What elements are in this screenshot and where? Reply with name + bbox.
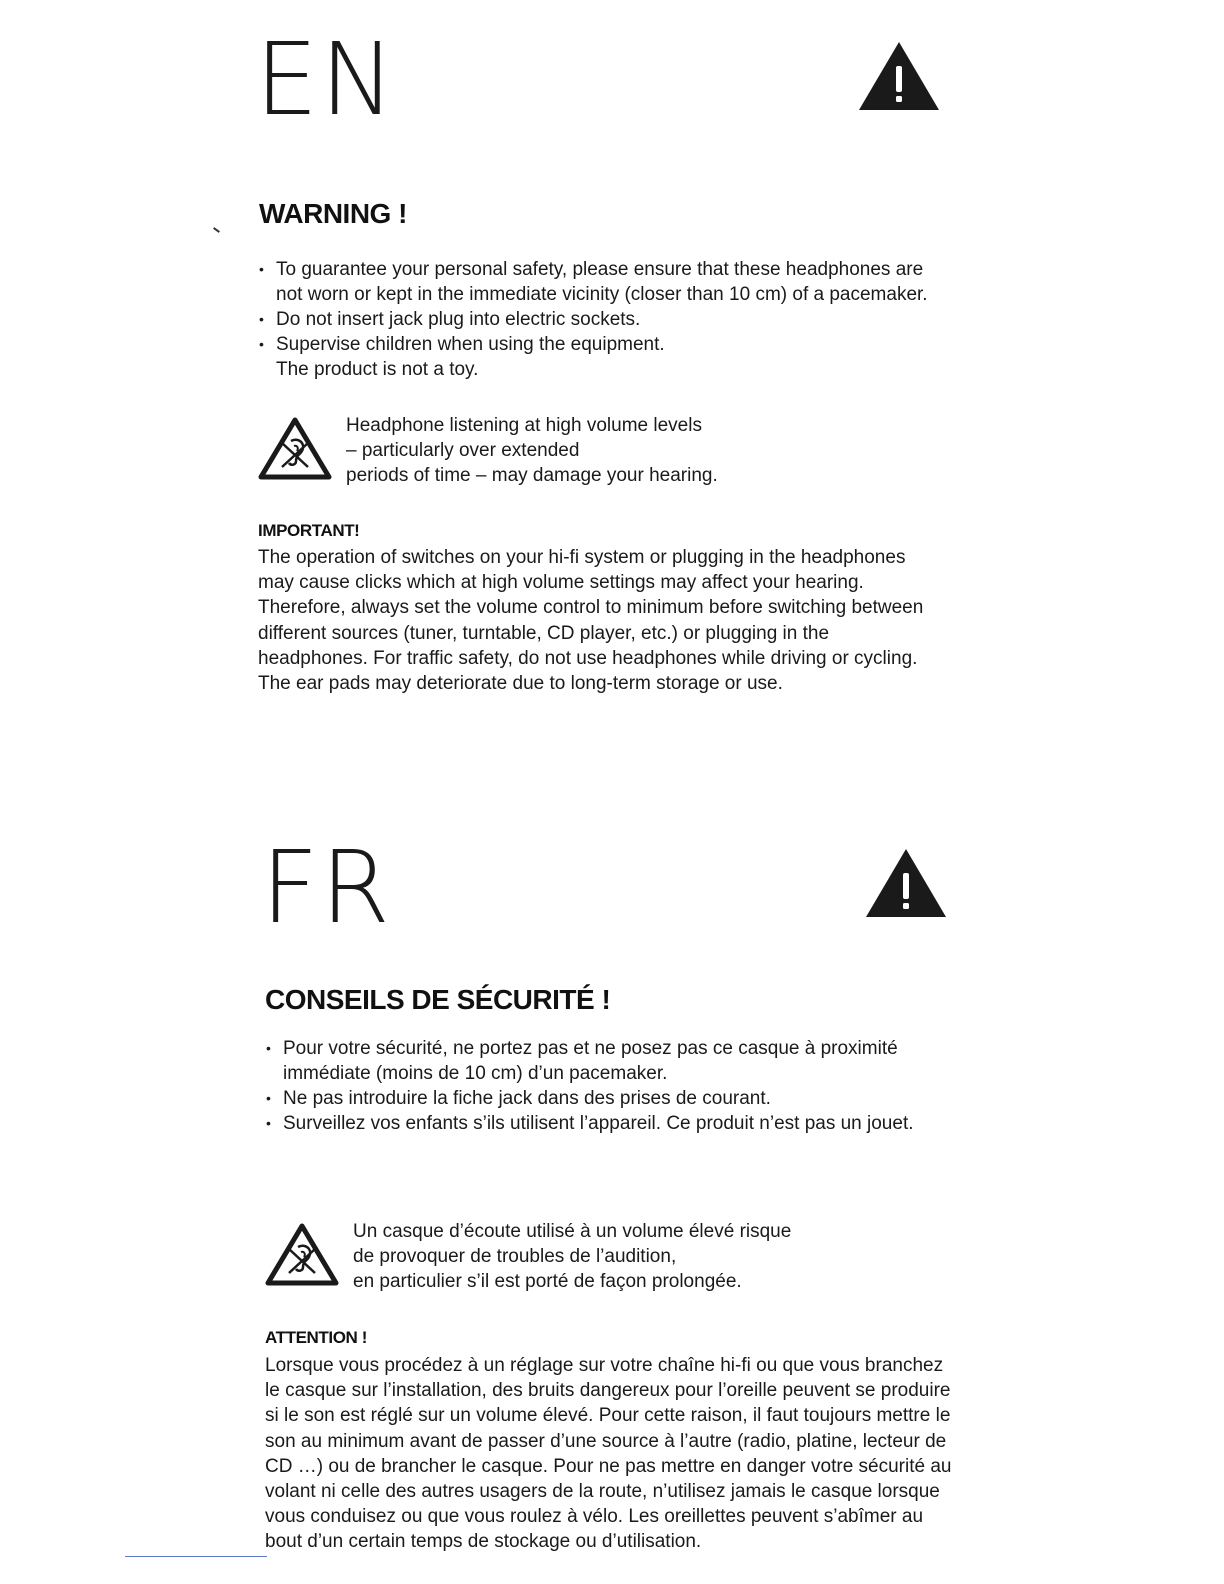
warning-triangle-icon xyxy=(864,847,948,919)
hearing-damage-icon xyxy=(258,417,332,481)
fr-safety-list xyxy=(266,1036,966,1136)
fr-section xyxy=(0,760,1224,1584)
en-section xyxy=(0,0,1224,760)
en-hearing-notice xyxy=(258,413,718,488)
fr-important-title: ATTENTION ! xyxy=(265,1328,367,1347)
en-important-title: IMPORTANT! xyxy=(258,521,360,540)
list-item: • Ne pas introduire la fiche jack dans des prises de courant. xyxy=(266,1086,966,1111)
en-safety-list xyxy=(259,257,959,382)
en-warning-heading: WARNING ! xyxy=(259,198,407,229)
fr-hearing-notice xyxy=(265,1219,791,1294)
fr-language-code: FR xyxy=(261,829,393,946)
list-item: • Pour votre sécurité, ne portez pas et ne posez pas ce casque à proximité xyxy=(266,1036,966,1061)
fr-warning-heading: CONSEILS DE SÉCURITÉ ! xyxy=(265,984,611,1015)
list-item-continuation: The product is not a toy. xyxy=(276,359,479,380)
list-item: • Supervise children when using the equipment. xyxy=(259,332,959,357)
fr-important-body: Lorsque vous procédez à un réglage sur votre chaîne hi-fi ou que vous branchez le casque sur l’installation, des bruits dangereux pour l’oreille peuvent se produire si le son est réglé sur un volume élevé. Pour cette raison, il faut toujours mettre le son au minimum avant de passer d’une source à l’autre (radio, platine, lecteur de CD …) ou de brancher le casque. Pour ne pas mettre en danger votre sécurité au volant ni celle des autres usagers de la route, n’utilisez jamais le casque lorsque vous conduisez ou que vous roulez à vélo. Les oreillettes peuvent s’abîmer au bout d’un certain temps de stockage ou d’utilisation. xyxy=(265,1355,952,1553)
hearing-damage-icon xyxy=(265,1223,339,1287)
scan-mark xyxy=(213,227,220,233)
list-item: • Surveillez vos enfants s’ils utilisent l’appareil. Ce produit n’est pas un jouet. xyxy=(266,1111,966,1136)
en-hearing-notice-text: Headphone listening at high volume levels – particularly over extended periods of time – may damage your hearing. xyxy=(346,415,718,486)
en-important-body: The operation of switches on your hi-fi system or plugging in the headphones may cause clicks which at high volume settings may affect your hearing. Therefore, always set the volume control to minimum before switching between different sources (tuner, turntable, CD player, etc.) or plugging in the headphones. For traffic safety, do not use headphones while driving or cycling. The ear pads may deteriorate due to long-term storage or use. xyxy=(258,547,924,695)
list-item: • Do not insert jack plug into electric sockets. xyxy=(259,307,959,332)
fr-hearing-notice-text: Un casque d’écoute utilisé à un volume élevé risque de provoquer de troubles de l’audition, en particulier s’il est porté de façon prolongée. xyxy=(353,1221,792,1292)
bottom-rule xyxy=(125,1556,267,1557)
list-item-continuation: immédiate (moins de 10 cm) d’un pacemaker. xyxy=(283,1063,668,1084)
list-item: • To guarantee your personal safety, please ensure that these headphones are xyxy=(259,257,959,282)
en-language-code: EN xyxy=(255,21,397,138)
list-item-continuation: not worn or kept in the immediate vicinity (closer than 10 cm) of a pacemaker. xyxy=(276,284,928,305)
warning-triangle-icon xyxy=(857,40,941,112)
